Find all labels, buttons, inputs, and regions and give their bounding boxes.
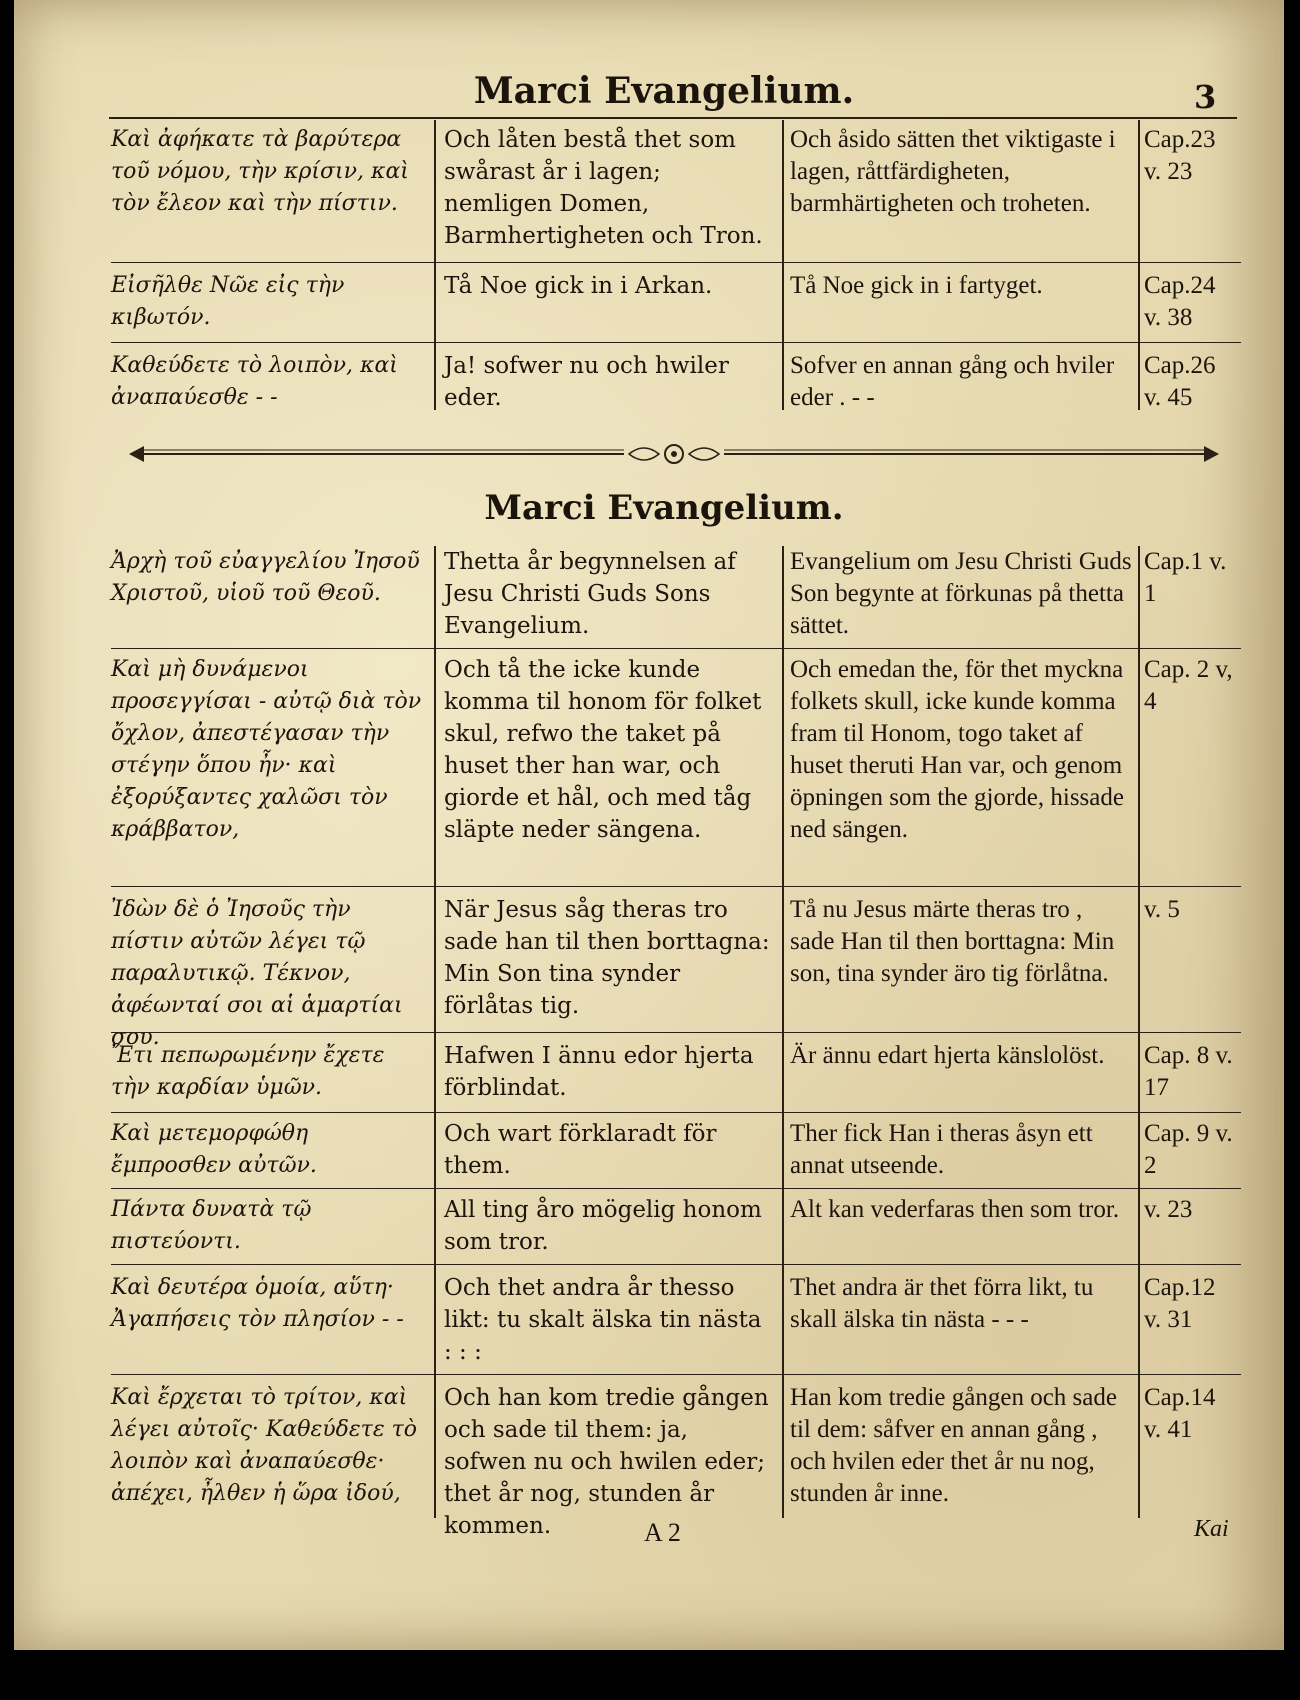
modern-swedish-cell: Alt kan vederfaras then som tror.	[790, 1196, 1120, 1223]
column-rule	[434, 120, 436, 410]
old-swedish-cell: Och han kom tredie gången och sade til them: ja, sofwen nu och hwilen eder; thet år nog, stunden år kommen.	[444, 1385, 769, 1539]
row-divider	[111, 648, 1241, 649]
modern-swedish-cell: Ther fick Han i theras åsyn ett annat utseende.	[790, 1120, 1093, 1179]
modern-swedish-cell: Och emedan the, för thet myckna folkets skull, icke kunde komma fram til Honom, togo taket af huset theruti Han var, och genom öpningen som the gjorde, hissade ned sängen.	[790, 656, 1124, 843]
ornamental-divider	[124, 442, 1224, 466]
old-swedish-cell: Och thet andra år thesso likt: tu skalt älska tin nästa : : :	[444, 1275, 762, 1365]
row-divider	[111, 1032, 1241, 1033]
page-number: 3	[1194, 78, 1217, 116]
old-swedish-cell: Och låten bestå thet som swårast år i lagen; nemligen Domen, Barmhertigheten och Tron.	[444, 127, 763, 249]
row-divider	[111, 342, 1241, 343]
modern-swedish-cell: Thet andra är thet förra likt, tu skall älska tin nästa - - -	[790, 1274, 1094, 1333]
greek-cell: Καὶ μετεμορφώθη ἔμπροσθεν αὐτῶν.	[111, 1121, 317, 1178]
chapter-verse-ref: v. 5	[1144, 896, 1180, 923]
book-page	[14, 0, 1284, 1650]
old-swedish-cell: Hafwen I ännu edor hjerta förblindat.	[444, 1043, 754, 1101]
chapter-verse-ref: Cap.14 v. 41	[1144, 1384, 1216, 1443]
old-swedish-cell: Tå Noe gick in i Arkan.	[444, 273, 713, 299]
row-divider	[111, 1112, 1241, 1113]
greek-cell: Καὶ μὴ δυνάμενοι προσεγγίσαι - αὐτῷ διὰ τὸν ὄχλον, ἀπεστέγασαν τὴν στέγην ὅπου ἦν· καὶ ἐξορύξαντες χαλῶσι τὸν κράββατον,	[111, 657, 422, 842]
section-title: Marci Evangelium.	[484, 488, 844, 528]
modern-swedish-cell: Han kom tredie gången och sade til dem: såfver en annan gång , och hvilen eder thet år nu nog, stunden år inne.	[790, 1384, 1117, 1507]
chapter-verse-ref: Cap. 8 v. 17	[1144, 1042, 1233, 1101]
old-swedish-cell: Ja! sofwer nu och hwiler eder.	[444, 353, 729, 411]
chapter-verse-ref: Cap.1 v. 1	[1144, 548, 1227, 607]
greek-cell: Ἔτι πεπωρωμένην ἔχετε τὴν καρδίαν ὑμῶν.	[111, 1043, 385, 1100]
greek-cell: Ἀρχὴ τοῦ εὐαγγελίου Ἰησοῦ Χριστοῦ, υἱοῦ τοῦ Θεοῦ.	[111, 549, 420, 606]
greek-cell: Πάντα δυνατὰ τῷ πιστεύοντι.	[111, 1197, 312, 1254]
old-swedish-cell: Och tå the icke kunde komma til honom för folket skul, refwo the taket på huset ther han war, och giorde et hål, och med tåg släpte neder sängena.	[444, 657, 762, 843]
row-divider	[111, 1374, 1241, 1375]
header-rule	[109, 117, 1237, 119]
greek-cell: Καὶ ἀφήκατε τὰ βαρύτερα τοῦ νόμου, τὴν κρίσιν, καὶ τὸν ἔλεον καὶ τὴν πίστιν.	[111, 127, 409, 216]
old-swedish-cell: Thetta år begynnelsen af Jesu Christi Guds Sons Evangelium.	[444, 549, 736, 639]
running-title: Marci Evangelium.	[473, 70, 855, 112]
signature-mark: A 2	[644, 1518, 681, 1547]
chapter-verse-ref: Cap.24 v. 38	[1144, 272, 1216, 331]
column-rule	[1138, 120, 1140, 410]
modern-swedish-cell: Tå Noe gick in i fartyget.	[790, 272, 1043, 299]
row-divider	[111, 886, 1241, 887]
old-swedish-cell: All ting åro mögelig honom som tror.	[444, 1197, 762, 1255]
greek-cell: Καὶ δευτέρα ὁμοία, αὕτη· Ἀγαπήσεις τὸν πλησίον - -	[111, 1275, 404, 1332]
row-divider	[111, 1264, 1241, 1265]
row-divider	[111, 1188, 1241, 1189]
modern-swedish-cell: Och åsido sätten thet viktigaste i lagen, råttfärdigheten, barmhärtigheten och troheten.	[790, 126, 1116, 217]
chapter-verse-ref: v. 23	[1144, 1196, 1193, 1223]
column-rule	[782, 120, 784, 410]
greek-cell: Ἰδὼν δὲ ὁ Ἰησοῦς τὴν πίστιν αὐτῶν λέγει τῷ παραλυτικῷ. Τέκνον, ἀφέωνταί σοι αἱ ἁμαρτίαι σου.	[111, 897, 403, 1050]
row-divider	[111, 262, 1241, 263]
old-swedish-cell: När Jesus såg theras tro sade han til then borttagna: Min Son tina synder förlåtas tig.	[444, 897, 770, 1019]
modern-swedish-cell: Evangelium om Jesu Christi Guds Son begynte at förkunas på thetta sättet.	[790, 548, 1132, 639]
greek-cell: Καὶ ἔρχεται τὸ τρίτον, καὶ λέγει αὐτοῖς· Καθεύδετε τὸ λοιπὸν καὶ ἀναπαύεσθε· ἀπέχει, ἦλθεν ἡ ὥρα ἰδού,	[111, 1385, 418, 1506]
column-rule	[1138, 546, 1140, 1518]
greek-cell: Εἰσῆλθε Νῶε εἰς τὴν κιβωτόν.	[111, 273, 345, 330]
modern-swedish-cell: Sofver en annan gång och hviler eder . - -	[790, 352, 1115, 411]
old-swedish-cell: Och wart förklaradt för them.	[444, 1121, 717, 1179]
column-rule	[434, 546, 436, 1518]
catchword: Kai	[1194, 1516, 1229, 1542]
chapter-verse-ref: Cap. 2 v, 4	[1144, 656, 1233, 715]
chapter-verse-ref: Cap.12 v. 31	[1144, 1274, 1216, 1333]
modern-swedish-cell: Är ännu edart hjerta känslolöst.	[790, 1042, 1105, 1069]
chapter-verse-ref: Cap.23 v. 23	[1144, 126, 1216, 185]
greek-cell: Καθεύδετε τὸ λοιπὸν, καὶ ἀναπαύεσθε - -	[111, 353, 398, 410]
chapter-verse-ref: Cap. 9 v. 2	[1144, 1120, 1233, 1179]
chapter-verse-ref: Cap.26 v. 45	[1144, 352, 1216, 411]
column-rule	[782, 546, 784, 1518]
modern-swedish-cell: Tå nu Jesus märte theras tro , sade Han til then borttagna: Min son, tina synder äro tig förlåtna.	[790, 896, 1115, 987]
